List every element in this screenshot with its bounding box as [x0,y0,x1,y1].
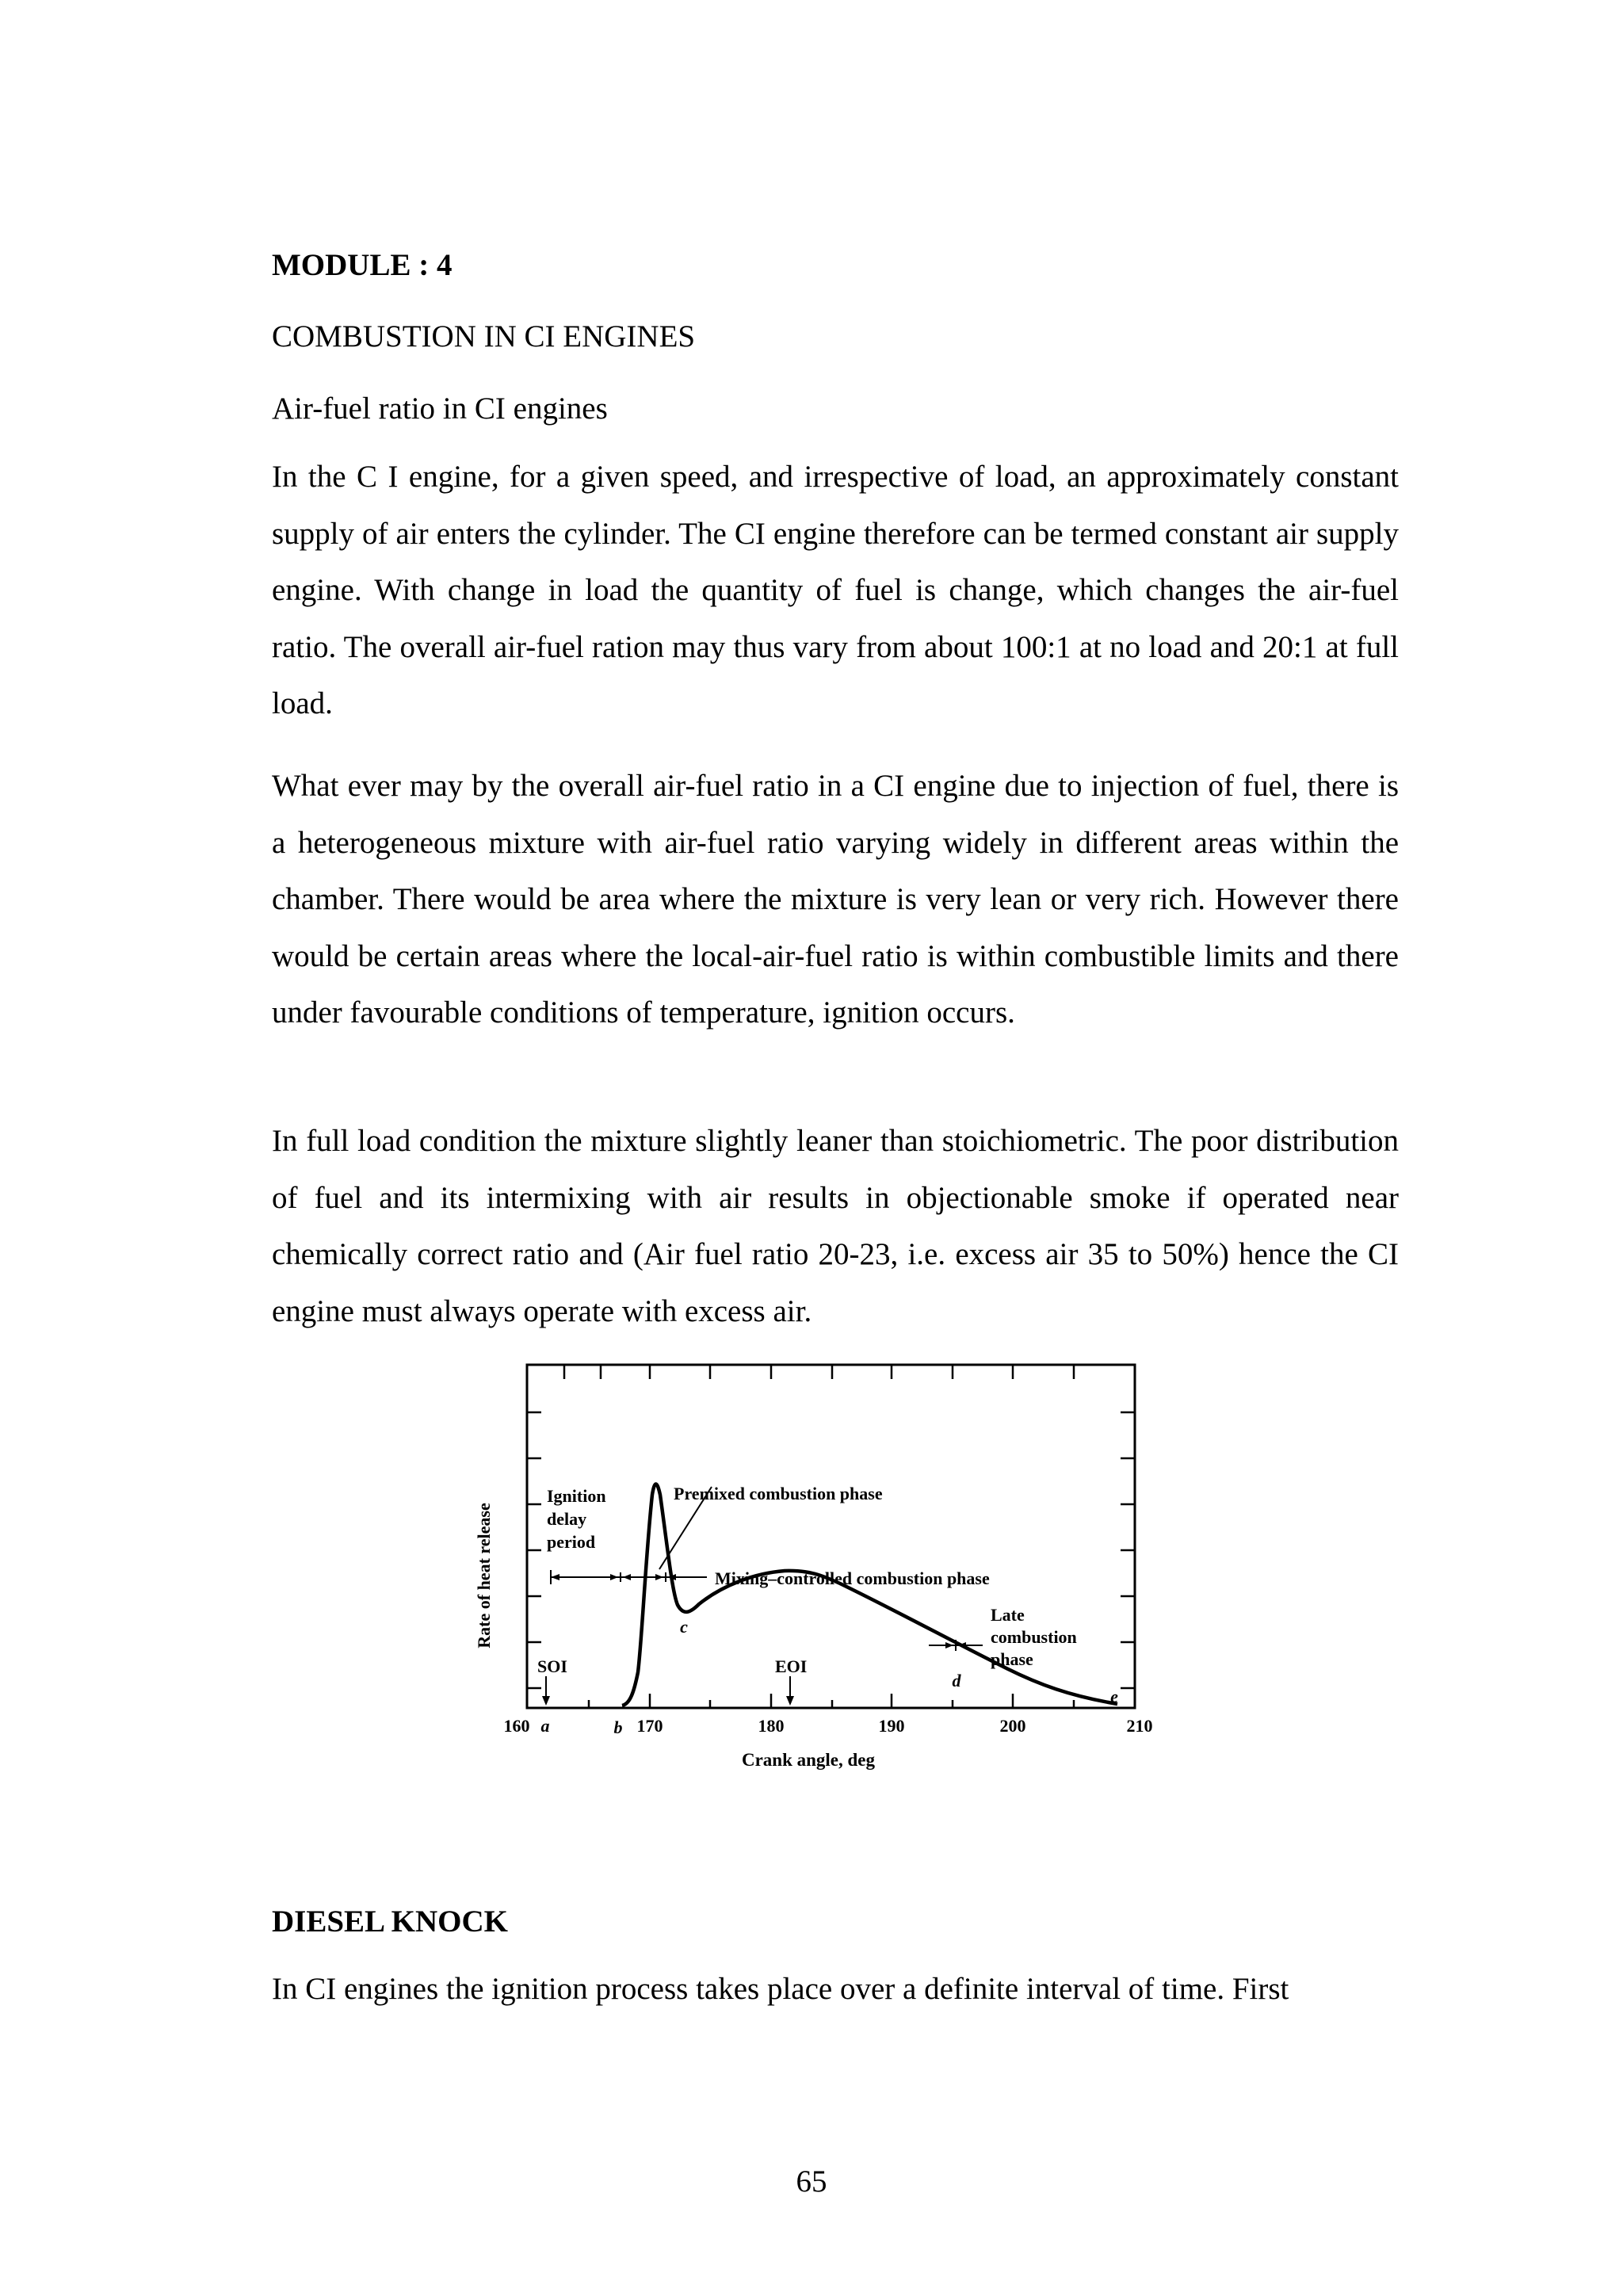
soi-label: SOI [537,1656,567,1676]
diesel-knock-heading: DIESEL KNOCK [272,1904,509,1939]
x-tick-210: 210 [1126,1716,1153,1736]
top-axis-ticks [564,1365,1074,1379]
left-axis-ticks [527,1412,541,1688]
mixing-phase-label: Mixing–controlled combustion phase [715,1568,990,1588]
paragraph-full-load: In full load condition the mixture slightly leaner than stoichiometric. The poor distribution of fuel and its intermixing with air results in objectionable smoke if operated near chemically correct ratio and (Air fuel ratio 20-23, i.e. excess air 35 to 50%) hence the CI engine must always operate with excess air. [272,1124,1399,1328]
x-tick-170: 170 [636,1716,663,1736]
point-label-d: d [952,1671,961,1690]
point-label-a: a [540,1716,550,1736]
ignition-delay-label-line-3: period [547,1532,596,1552]
eoi-label: EOI [775,1656,808,1676]
heat-release-figure [468,1363,1181,1807]
x-tick-190: 190 [878,1716,905,1736]
late-phase-label-line-3: phase [991,1649,1033,1669]
paragraph-air-supply: In the C I engine, for a given speed, and irrespective of load, an approximately constant supply of air enters the cylinder. The CI engine therefore can be termed constant air supply engine. With change in load the quantity of fuel is change, which changes the air-fuel ratio. The overall air-fuel ration may thus vary from about 100:1 at no load and 20:1 at full load. [272,460,1399,720]
ignition-delay-label-line-1: Ignition [547,1486,606,1506]
late-phase-label-line-1: Late [991,1605,1025,1625]
x-tick-200: 200 [999,1716,1026,1736]
module-heading: MODULE : 4 [272,248,453,282]
x-axis-label: Crank angle, deg [741,1750,876,1770]
x-tick-180: 180 [758,1716,785,1736]
heat-release-curve [622,1484,1117,1706]
plot-frame [527,1365,1135,1708]
heat-release-diagram [468,1363,1181,1807]
ignition-delay-label-line-2: delay [547,1509,587,1529]
point-label-b: b [613,1717,623,1737]
y-axis-label: Rate of heat release [474,1503,494,1648]
bottom-axis-ticks [527,1694,1135,1708]
section-title: COMBUSTION IN CI ENGINES [272,319,696,353]
subsection-title: Air-fuel ratio in CI engines [272,392,608,426]
premixed-phase-label: Premixed combustion phase [674,1484,883,1503]
right-axis-ticks [1121,1412,1135,1688]
late-phase-label-line-2: combustion [991,1627,1077,1647]
diesel-knock-paragraph: In CI engines the ignition process takes place over a definite interval of time. First [272,1972,1289,2006]
point-label-e: e [1110,1687,1118,1706]
x-tick-160: 160 [503,1716,530,1736]
page-number: 65 [796,2164,827,2199]
paragraph-heterogeneous-mixture: What ever may by the overall air-fuel ratio in a CI engine due to injection of fuel, there is a heterogeneous mixture with air-fuel ratio varying widely in different areas within the chamber. There would be area where the mixture is very lean or very rich. However there would be certain areas where the local-air-fuel ratio is within combustible limits and there under favourable conditions of temperature, ignition occurs. [272,769,1399,1030]
point-label-c: c [680,1617,688,1637]
